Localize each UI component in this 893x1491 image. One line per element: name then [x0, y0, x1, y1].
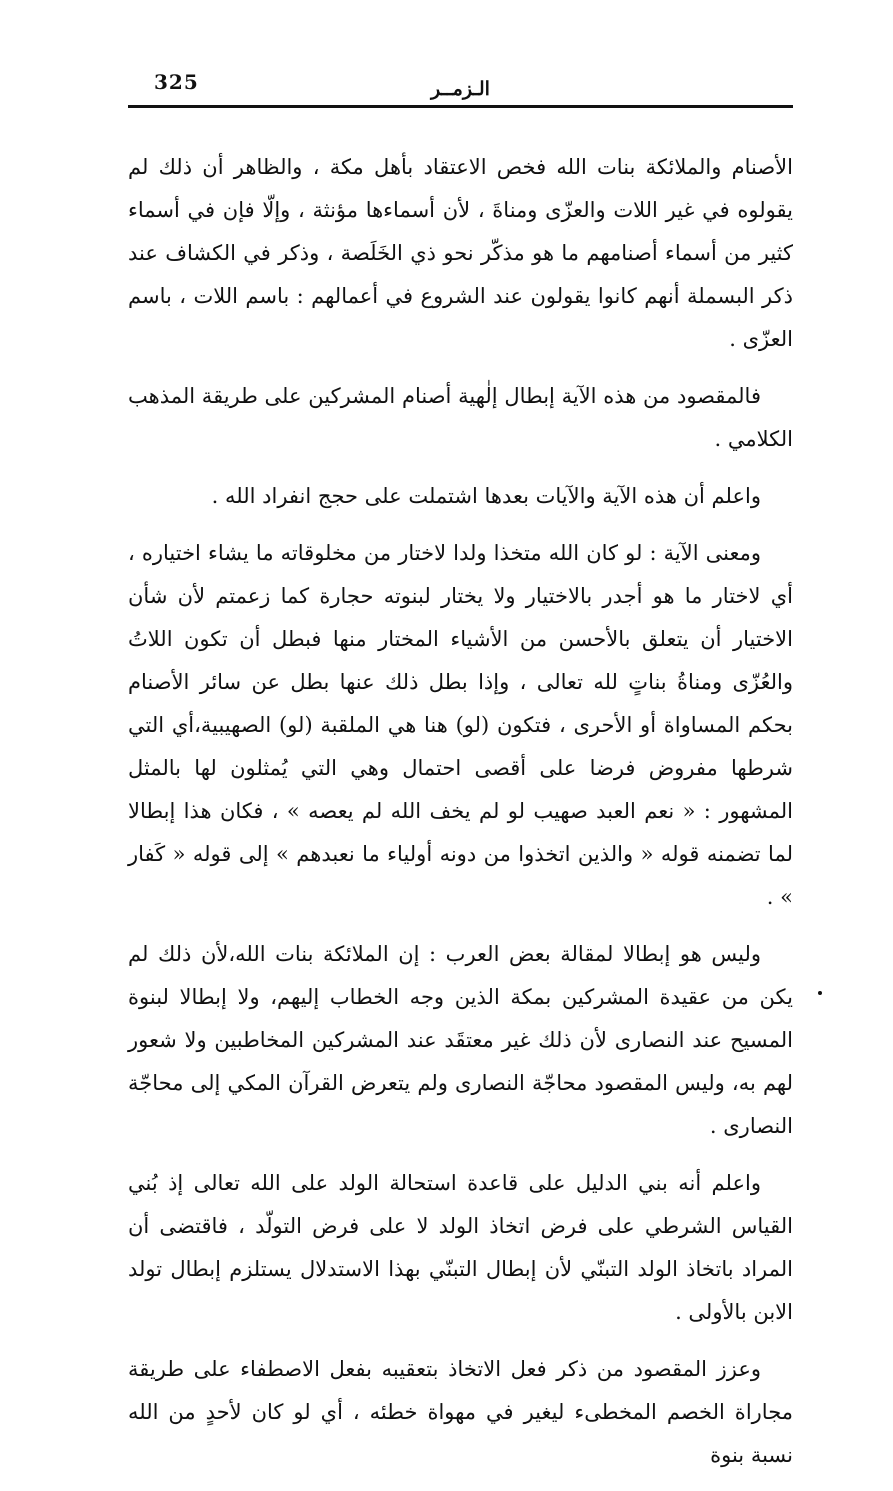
paragraph-1: الأصنام والملائكة بنات الله فخص الاعتقاد بأهل مكة ، والظاهر أن ذلك لم يقولوه في غير اللات والعزّى ومناةَ ، لأن أسماءها مؤنثة ، وإلّا فإن في أسماء كثير من أسماء أصنامهم ما هو مذكّر نحو ذي الخَلَصة ، وذكر في الكشاف عند ذكر البسملة أنهم كانوا يقولون عند الشروع في أعمالهم : باسم اللات ، باسم العزّى .: [128, 155, 793, 351]
paragraph-6: واعلم أنه بني الدليل على قاعدة استحالة الولد على الله تعالى إذ بُني القياس الشرطي على فرض اتخاذ الولد لا على فرض التولّد ، فاقتضى أن المراد باتخاذ الولد التبنّي لأن إبطال التبنّي بهذا الاستدلال يستلزم إبطال تولد الابن بالأولى .: [128, 1171, 793, 1324]
running-title: الـزمــر: [431, 78, 490, 100]
body-text: [128, 146, 793, 1491]
page-header: [128, 64, 793, 108]
paragraph-7: وعزز المقصود من ذكر فعل الاتخاذ بتعقيبه بفعل الاصطفاء على طريقة مجاراة الخصم المخطىء ليغير في مهواة خطئه ، أي لو كان لأحدٍ من الله نسبة بنوة: [128, 1357, 793, 1467]
paragraph-4: ومعنى الآية : لو كان الله متخذا ولدا لاختار من مخلوقاته ما يشاء اختياره ، أي لاختار ما هو أجدر بالاختيار ولا يختار لبنوته حجارة كما زعمتم لأن شأن الاختيار أن يتعلق بالأحسن من الأشياء المختار منها فبطل أن تكون اللاتُ والعُزّى ومناةُ بناتٍ لله تعالى ، وإذا بطل ذلك عنها بطل عن سائر الأصنام بحكم المساواة أو الأحرى ، فتكون (لو) هنا هي الملقبة (لو) الصهيبية،أي التي شرطها مفروض فرضا على أقصى احتمال وهي التي يُمثلون لها بالمثل المشهور : « نعم العبد صهيب لو لم يخف الله لم يعصه » ، فكان هذا إبطالا لما تضمنه قوله « والذين اتخذوا من دونه أولياء ما نعبدهم » إلى قوله « كَفار » .: [128, 541, 793, 909]
paragraph-3: واعلم أن هذه الآية والآيات بعدها اشتملت على حجج انفراد الله .: [211, 484, 761, 508]
header-rule: [128, 105, 793, 108]
margin-dot: [818, 991, 822, 995]
page-number: 325: [154, 70, 199, 94]
paragraph-5: وليس هو إبطالا لمقالة بعض العرب : إن الملائكة بنات الله،لأن ذلك لم يكن من عقيدة المشركين بمكة الذين وجه الخطاب إليهم، ولا إبطالا لبنوة المسيح عند النصارى لأن ذلك غير معتقَد عند المشركين المخاطبين ولا شعور لهم به، وليس المقصود محاجّة النصارى ولم يتعرض القرآن المكي إلى محاجّة النصارى .: [128, 942, 793, 1138]
paragraph-2: فالمقصود من هذه الآية إبطال إلٰهية أصنام المشركين على طريقة المذهب الكلامي .: [128, 384, 793, 451]
